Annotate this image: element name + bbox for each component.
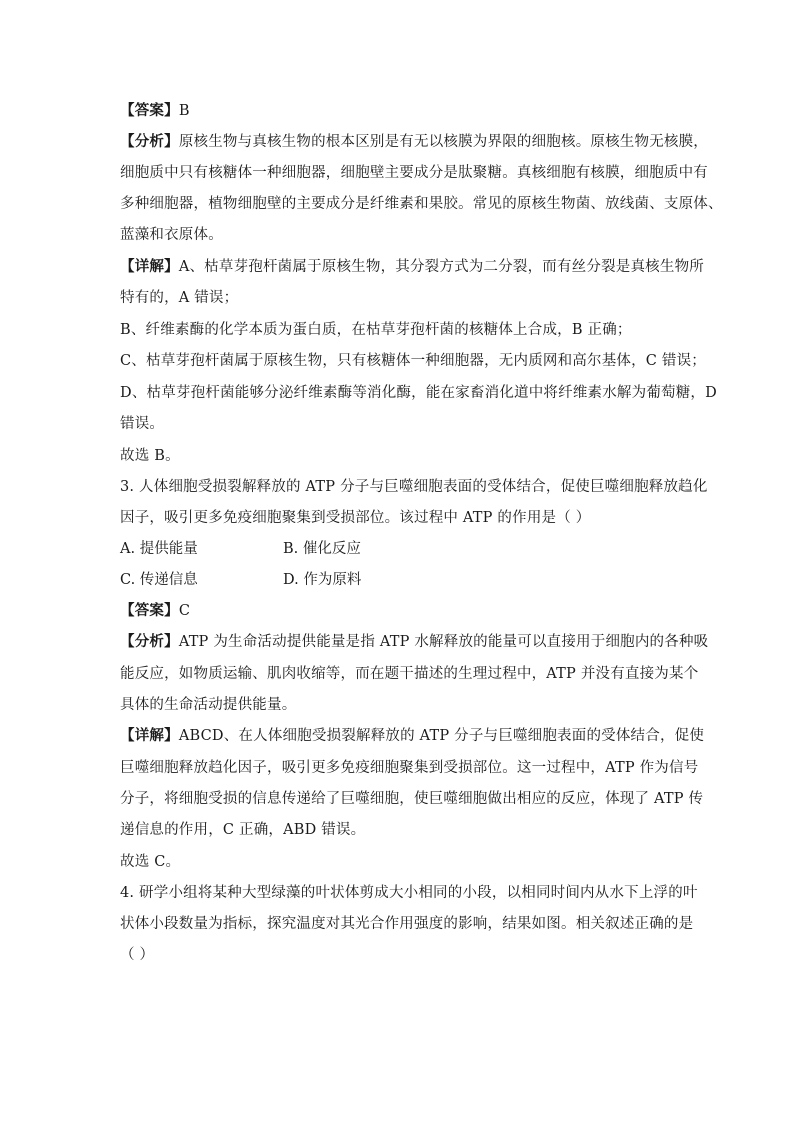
detail-label: 【详解】 [120,727,179,744]
q3-detail-line-4: 递信息的作用，C 正确，ABD 错误。 [120,822,366,838]
q3-stem-line-2: 因子，吸引更多免疫细胞聚集到受损部位。该过程中 ATP 的作用是（ ） [120,510,591,526]
q2-analysis-line-4: 蓝藻和衣原体。 [120,227,223,243]
q3-option-b: B. 催化反应 [283,541,361,557]
q2-analysis-line-2: 细胞质中只有核糖体一种细胞器，细胞壁主要成分是肽聚糖。真核细胞有核膜，细胞质中有 [120,165,708,181]
q2-detail-line-4: C、枯草芽孢杆菌属于原核生物，只有核糖体一种细胞器，无内质网和高尔基体，C 错误； [120,353,706,369]
analysis-text: 原核生物与真核生物的根本区别是有无以核膜为界限的细胞核。原核生物无核膜， [178,134,709,150]
answer-value: B [178,103,190,119]
answer-label: 【答案】 [120,602,179,619]
q2-answer-line [120,101,190,121]
detail-text: ABCD、在人体细胞受损裂解释放的 ATP 分子与巨噬细胞表面的受体结合，促使 [178,728,705,744]
q3-option-d: D. 作为原料 [283,572,362,588]
q3-stem-line-1: 3. 人体细胞受损裂解释放的 ATP 分子与巨噬细胞表面的受体结合，促使巨噬细胞释放趋化 [120,479,708,495]
q2-detail-line-1 [120,257,704,277]
q3-analysis-line-1 [120,632,708,652]
q2-detail-line-6: 错误。 [120,416,165,432]
analysis-label: 【分析】 [120,133,179,150]
q3-analysis-line-3: 具体的生命活动提供能量。 [120,697,297,713]
q3-option-c: C. 传递信息 [120,572,198,588]
analysis-label: 【分析】 [120,633,179,650]
detail-label: 【详解】 [120,258,179,275]
q3-option-a: A. 提供能量 [120,541,198,557]
q4-stem-line-3: （ ） [120,947,155,963]
q3-answer-line [120,601,190,621]
q3-detail-line-3: 分子，将细胞受损的信息传递给了巨噬细胞，使巨噬细胞做出相应的反应，体现了 ATP 传 [120,791,704,807]
analysis-text: ATP 为生命活动提供能量是指 ATP 水解释放的能量可以直接用于细胞内的各种吸 [178,634,709,650]
q2-detail-line-2: 特有的，A 错误； [120,290,239,306]
detail-text: A、枯草芽孢杆菌属于原核生物，其分裂方式为二分裂，而有丝分裂是真核生物所 [178,259,704,275]
q3-detail-line-1 [120,726,704,746]
q2-conclusion: 故选 B。 [120,448,180,464]
q4-stem-line-2: 状体小段数量为指标，探究温度对其光合作用强度的影响，结果如图。相关叙述正确的是 [120,916,694,932]
q2-detail-line-3: B、纤维素酶的化学本质为蛋白质，在枯草芽孢杆菌的核糖体上合成，B 正确； [120,322,632,338]
q4-stem-line-1: 4. 研学小组将某种大型绿藻的叶状体剪成大小相同的小段，以相同时间内从水下上浮的叶 [120,885,698,901]
answer-value: C [178,603,191,619]
answer-label: 【答案】 [120,102,179,119]
q3-conclusion: 故选 C。 [120,854,181,870]
q2-detail-line-5: D、枯草芽孢杆菌能够分泌纤维素酶等消化酶，能在家畜消化道中将纤维素水解为葡萄糖，D [120,385,717,401]
q3-analysis-line-2: 能反应，如物质运输、肌肉收缩等，而在题干描述的生理过程中，ATP 并没有直接为某个 [120,666,699,682]
q3-detail-line-2: 巨噬细胞释放趋化因子，吸引更多免疫细胞聚集到受损部位。这一过程中，ATP 作为信号 [120,760,699,776]
q2-analysis-line-3: 多种细胞器，植物细胞壁的主要成分是纤维素和果胶。常见的原核生物菌、放线菌、支原体、 [120,196,723,212]
q2-analysis-line-1 [120,132,708,152]
